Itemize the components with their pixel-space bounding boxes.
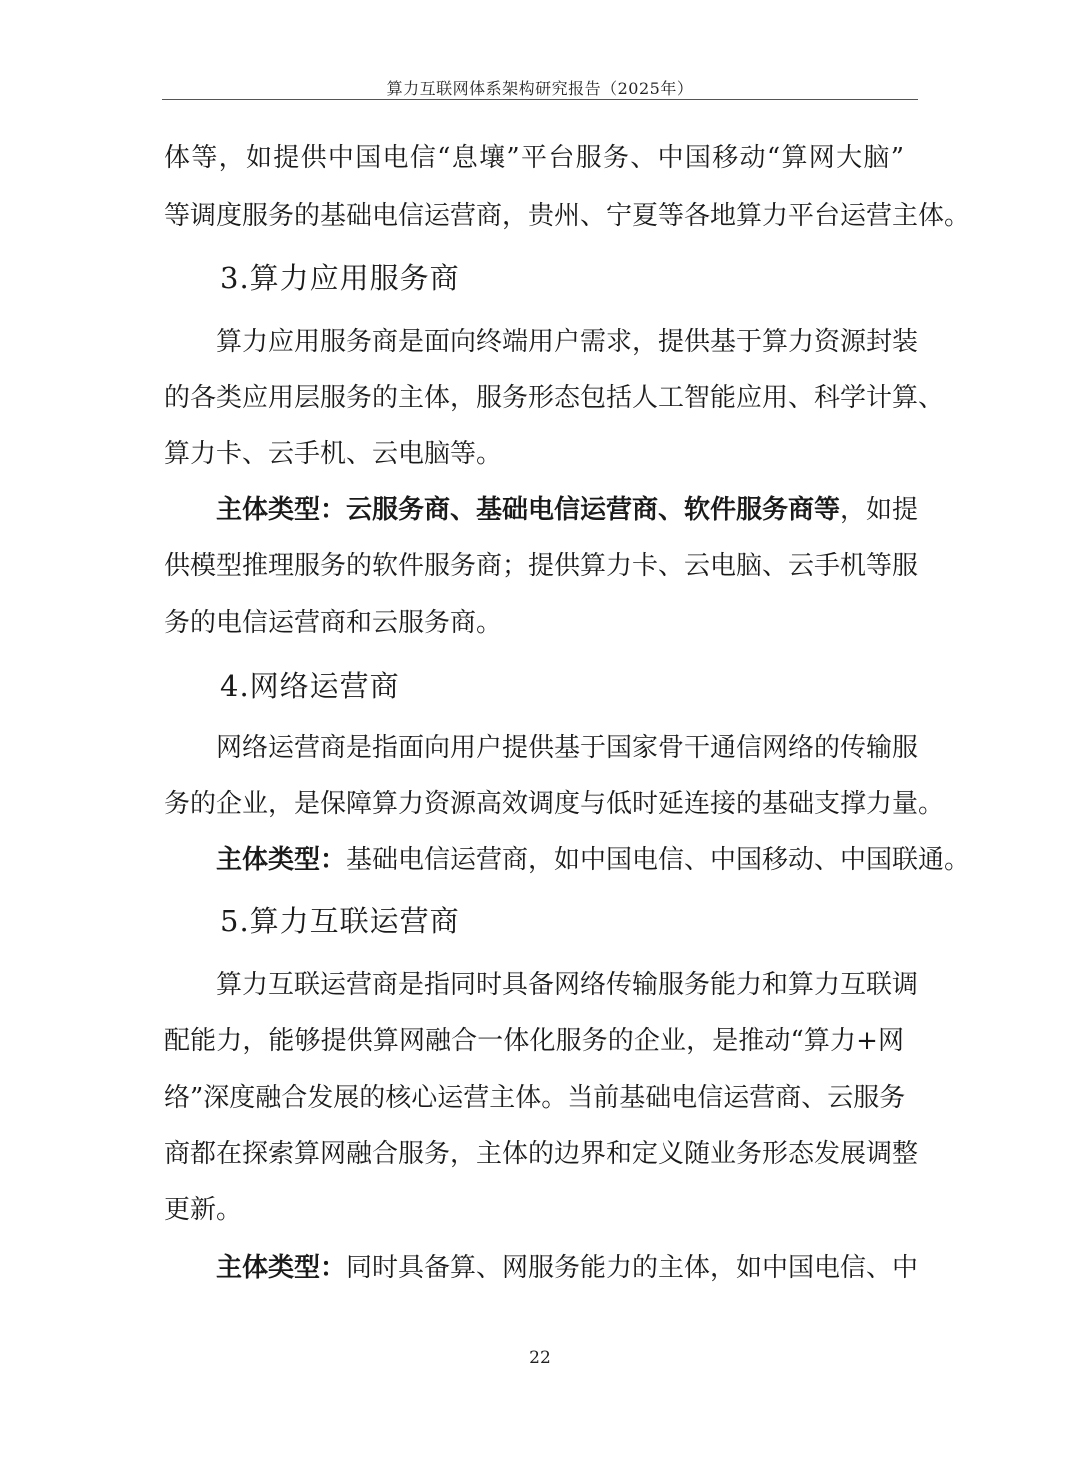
section-heading-3: 3.算力应用服务商 bbox=[220, 261, 460, 295]
subject-type-label: 主体类型： bbox=[216, 845, 347, 875]
section-heading-4: 4.网络运营商 bbox=[220, 669, 400, 703]
paragraph-line: 等调度服务的基础电信运营商，贵州、宁夏等各地算力平台运营主体。 bbox=[164, 201, 971, 231]
paragraph-text: ，如提 bbox=[840, 495, 919, 525]
paragraph-line bbox=[216, 843, 971, 877]
subject-type-label: 主体类型： bbox=[216, 1253, 347, 1283]
paragraph-line: 算力应用服务商是面向终端用户需求，提供基于算力资源封装 bbox=[216, 327, 919, 357]
paragraph-line: 务的电信运营商和云服务商。 bbox=[164, 608, 503, 638]
paragraph-line: 务的企业，是保障算力资源高效调度与低时延连接的基础支撑力量。 bbox=[164, 789, 945, 819]
paragraph-line: 体等，如提供中国电信“息壤”平台服务、中国移动“算网大脑” bbox=[164, 143, 904, 173]
paragraph-line: 的各类应用层服务的主体，服务形态包括人工智能应用、科学计算、 bbox=[164, 383, 945, 413]
paragraph-text: 同时具备算、网服务能力的主体，如中国电信、中 bbox=[346, 1253, 919, 1283]
paragraph-text: 基础电信运营商，如中国电信、中国移动、中国联通。 bbox=[346, 845, 971, 875]
page-number: 22 bbox=[529, 1348, 551, 1368]
subject-type-label: 主体类型：云服务商、基础电信运营商、软件服务商等 bbox=[216, 495, 841, 525]
paragraph-line: 网络运营商是指面向用户提供基于国家骨干通信网络的传输服 bbox=[216, 733, 919, 763]
paragraph-line: 供模型推理服务的软件服务商；提供算力卡、云电脑、云手机等服 bbox=[164, 551, 919, 581]
paragraph-line: 算力卡、云手机、云电脑等。 bbox=[164, 439, 503, 469]
section-heading-5: 5.算力互联运营商 bbox=[220, 904, 460, 938]
header-rule bbox=[162, 99, 918, 100]
paragraph-line: 算力互联运营商是指同时具备网络传输服务能力和算力互联调 bbox=[216, 970, 919, 1000]
paragraph-line bbox=[216, 1251, 919, 1285]
paragraph-line: 商都在探索算网融合服务，主体的边界和定义随业务形态发展调整 bbox=[164, 1139, 919, 1169]
paragraph-line: 更新。 bbox=[164, 1195, 243, 1225]
paragraph-line bbox=[216, 493, 919, 527]
running-header: 算力互联网体系架构研究报告（2025年） bbox=[386, 79, 694, 98]
paragraph-line: 络”深度融合发展的核心运营主体。当前基础电信运营商、云服务 bbox=[164, 1083, 906, 1113]
paragraph-line: 配能力，能够提供算网融合一体化服务的企业，是推动“算力+网 bbox=[164, 1026, 904, 1056]
